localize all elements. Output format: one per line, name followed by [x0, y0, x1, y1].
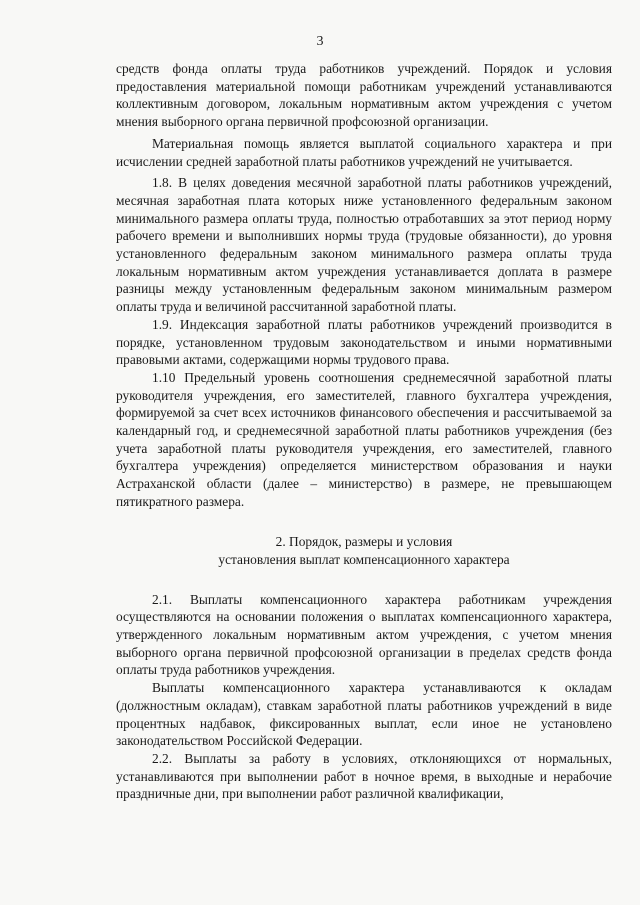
page-number: 3 [316, 34, 324, 49]
paragraph-material-aid: Материальная помощь является выплатой социального характера и при исчислении средней заработной платы работников учреждений не учитывается. [116, 135, 612, 169]
paragraph-compensation: Выплаты компенсационного характера устанавливаются к окладам (должностным окладам), ставкам заработной платы работников учреждений в виде процентных надбавок, фиксированных выплат, если иное не установлено законодательством Российской Федерации. [116, 680, 612, 749]
paragraph-2-1: 2.1. Выплаты компенсационного характера работникам учреждения осуществляются на основании положения о выплатах компенсационного характера, утвержденного локальным нормативным актом учреждения, с учетом мнения выборного органа первичной профсоюзной организации в пределах средств фонда оплаты труда работников учреждения. [116, 591, 612, 678]
section-heading [116, 533, 612, 569]
paragraph-2-2: 2.2. Выплаты за работу в условиях, отклоняющихся от нормальных, устанавливаются при выполнении работ в ночное время, в выходные и нерабочие праздничные дни, при выполнении работ различной квалификации, [116, 750, 612, 802]
paragraph-1-9: 1.9. Индексация заработной платы работников учреждений производится в порядке, установленном трудовым законодательством и иными нормативными правовыми актами, содержащими нормы трудового права. [116, 316, 612, 368]
paragraph-1-10: 1.10 Предельный уровень соотношения среднемесячной заработной платы руководителя учреждения, его заместителей, главного бухгалтера учреждения, формируемой за счет всех источников финансового обеспечения и рассчитываемой за календарный год, и среднемесячной заработной платы работников учреждения (без учета заработной платы руководителя учреждения, его заместителей, главного бухгалтера учреждения) определяется министерством образования и науки Астраханской области (далее – министерство) в размере, не превышающем пятикратного размера. [116, 369, 612, 509]
document-body [116, 60, 612, 803]
section-heading-line-2: установления выплат компенсационного характера [218, 551, 510, 567]
section-heading-line-1: 2. Порядок, размеры и условия [275, 533, 453, 549]
paragraph-continuation: средств фонда оплаты труда работников учреждений. Порядок и условия предоставления материальной помощи работникам учреждений устанавливаются коллективным договором, локальным нормативным актом учреждения с учетом мнения выборного органа первичной профсоюзной организации. [116, 61, 612, 130]
paragraph-1-8: 1.8. В целях доведения месячной заработной платы работников учреждений, месячная заработная плата которых ниже установленного федеральным законом минимального размера оплаты труда, полностью отработавших за этот период норму рабочего времени и выполнивших нормы труда (трудовые обязанности), до уровня установленного федеральным законом минимального размера оплаты труда локальным нормативным актом учреждения устанавливается доплата в размере разницы между установленным федеральным законом минимальным размером оплаты труда и величиной рассчитанной заработной платы. [116, 175, 612, 315]
